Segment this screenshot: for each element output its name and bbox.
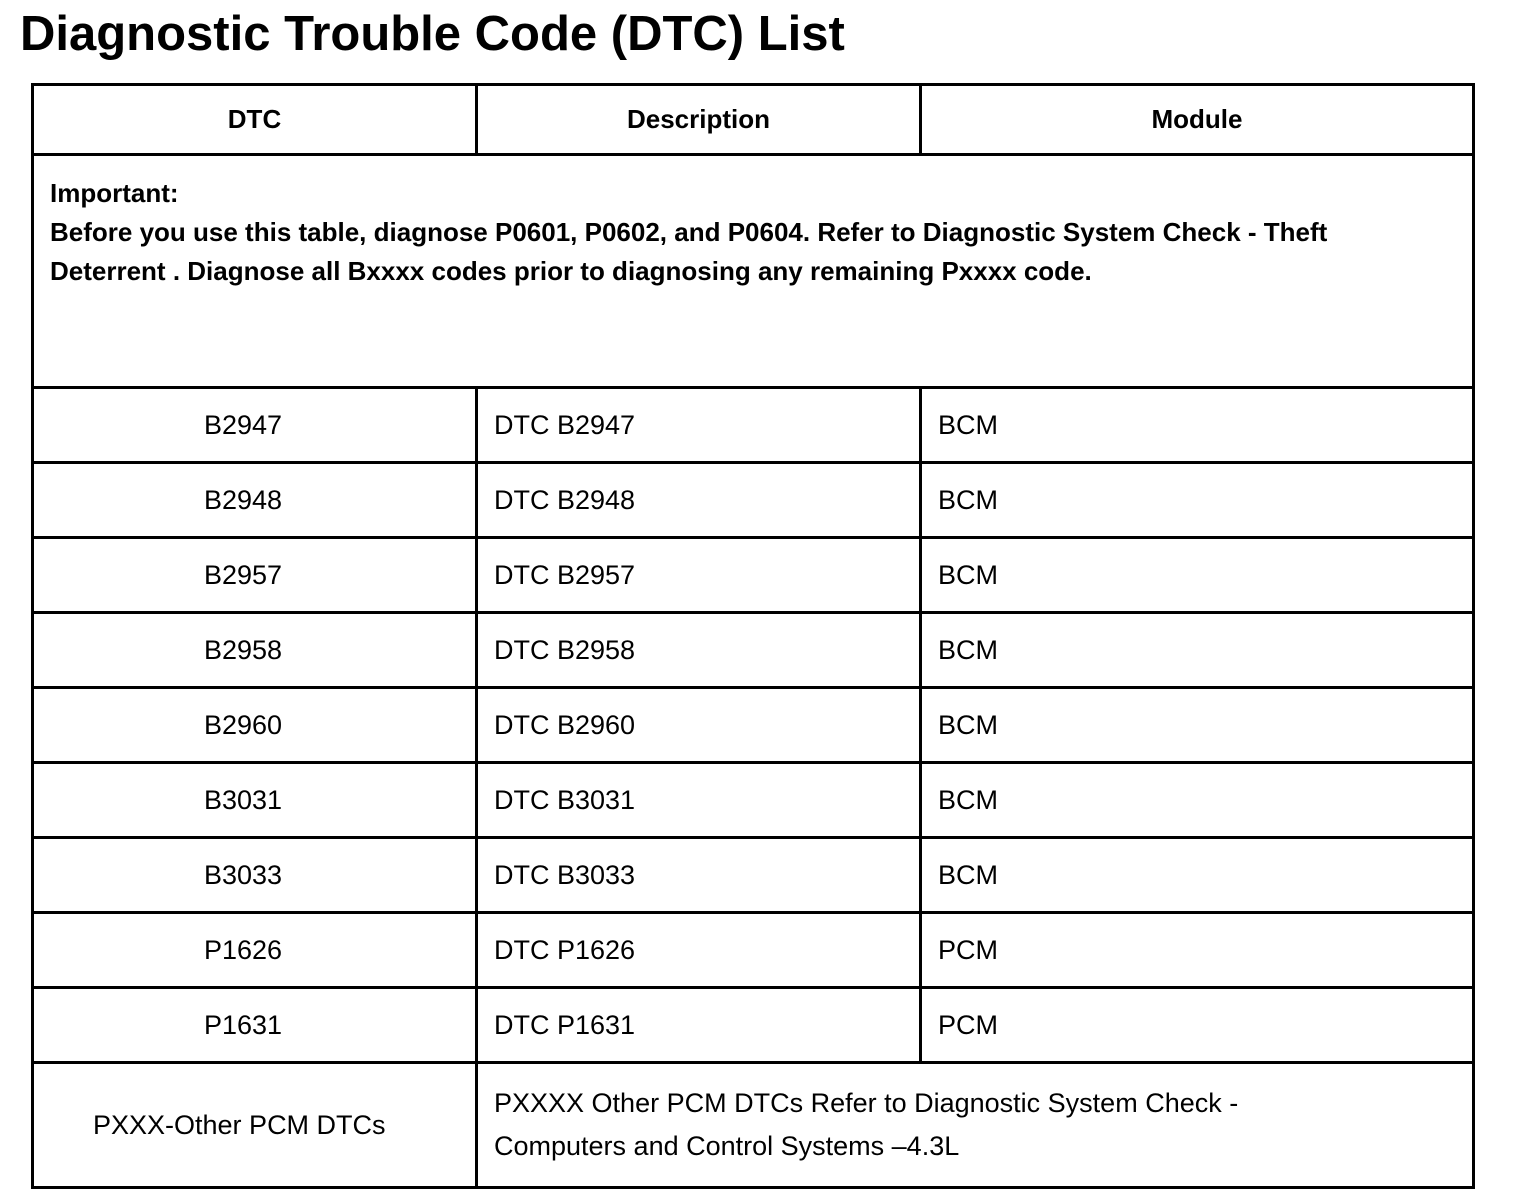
dtc-description: DTC B2960 xyxy=(477,688,921,763)
dtc-code: B2947 xyxy=(33,388,477,463)
dtc-code-other: PXXX-Other PCM DTCs xyxy=(33,1063,477,1188)
important-row xyxy=(33,155,1474,388)
table-row xyxy=(33,763,1474,838)
dtc-code: B2957 xyxy=(33,538,477,613)
dtc-description: DTC P1626 xyxy=(477,913,921,988)
table-row xyxy=(33,613,1474,688)
dtc-code: B2948 xyxy=(33,463,477,538)
dtc-description: DTC B2957 xyxy=(477,538,921,613)
dtc-code: P1631 xyxy=(33,988,477,1063)
header-dtc: DTC xyxy=(33,85,477,155)
important-label: Important: xyxy=(50,178,179,208)
dtc-code: P1626 xyxy=(33,913,477,988)
table-row xyxy=(33,988,1474,1063)
dtc-description-other xyxy=(477,1063,1474,1188)
dtc-module: PCM xyxy=(921,913,1474,988)
important-note xyxy=(33,155,1474,388)
dtc-module: PCM xyxy=(921,988,1474,1063)
table-row xyxy=(33,538,1474,613)
header-module: Module xyxy=(921,85,1474,155)
dtc-module: BCM xyxy=(921,688,1474,763)
table-row xyxy=(33,388,1474,463)
dtc-description: DTC B2958 xyxy=(477,613,921,688)
important-text: Before you use this table, diagnose P0601, P0602, and P0604. Refer to Diagnostic System Check - Theft Deterrent . Diagnose all Bxxxx codes prior to diagnosing any remaining Pxxxx code. xyxy=(50,217,1328,286)
table-row-other-pcm xyxy=(33,1063,1474,1188)
dtc-module: BCM xyxy=(921,763,1474,838)
dtc-code: B2958 xyxy=(33,613,477,688)
dtc-description: DTC B3031 xyxy=(477,763,921,838)
table-row xyxy=(33,913,1474,988)
dtc-module: BCM xyxy=(921,538,1474,613)
dtc-code: B3031 xyxy=(33,763,477,838)
table-header-row xyxy=(33,85,1474,155)
table-row xyxy=(33,463,1474,538)
dtc-module: BCM xyxy=(921,463,1474,538)
dtc-module: BCM xyxy=(921,838,1474,913)
table-row xyxy=(33,838,1474,913)
table-row xyxy=(33,688,1474,763)
dtc-module: BCM xyxy=(921,613,1474,688)
dtc-code: B3033 xyxy=(33,838,477,913)
dtc-code: B2960 xyxy=(33,688,477,763)
dtc-description: DTC B3033 xyxy=(477,838,921,913)
dtc-description: DTC B2948 xyxy=(477,463,921,538)
dtc-module: BCM xyxy=(921,388,1474,463)
dtc-description: DTC P1631 xyxy=(477,988,921,1063)
dtc-table xyxy=(31,83,1475,1189)
page-title: Diagnostic Trouble Code (DTC) List xyxy=(20,7,845,61)
other-description-text: PXXXX Other PCM DTCs Refer to Diagnostic System Check - Computers and Control Systems –4.3L xyxy=(494,1088,1239,1161)
dtc-description: DTC B2947 xyxy=(477,388,921,463)
header-description: Description xyxy=(477,85,921,155)
